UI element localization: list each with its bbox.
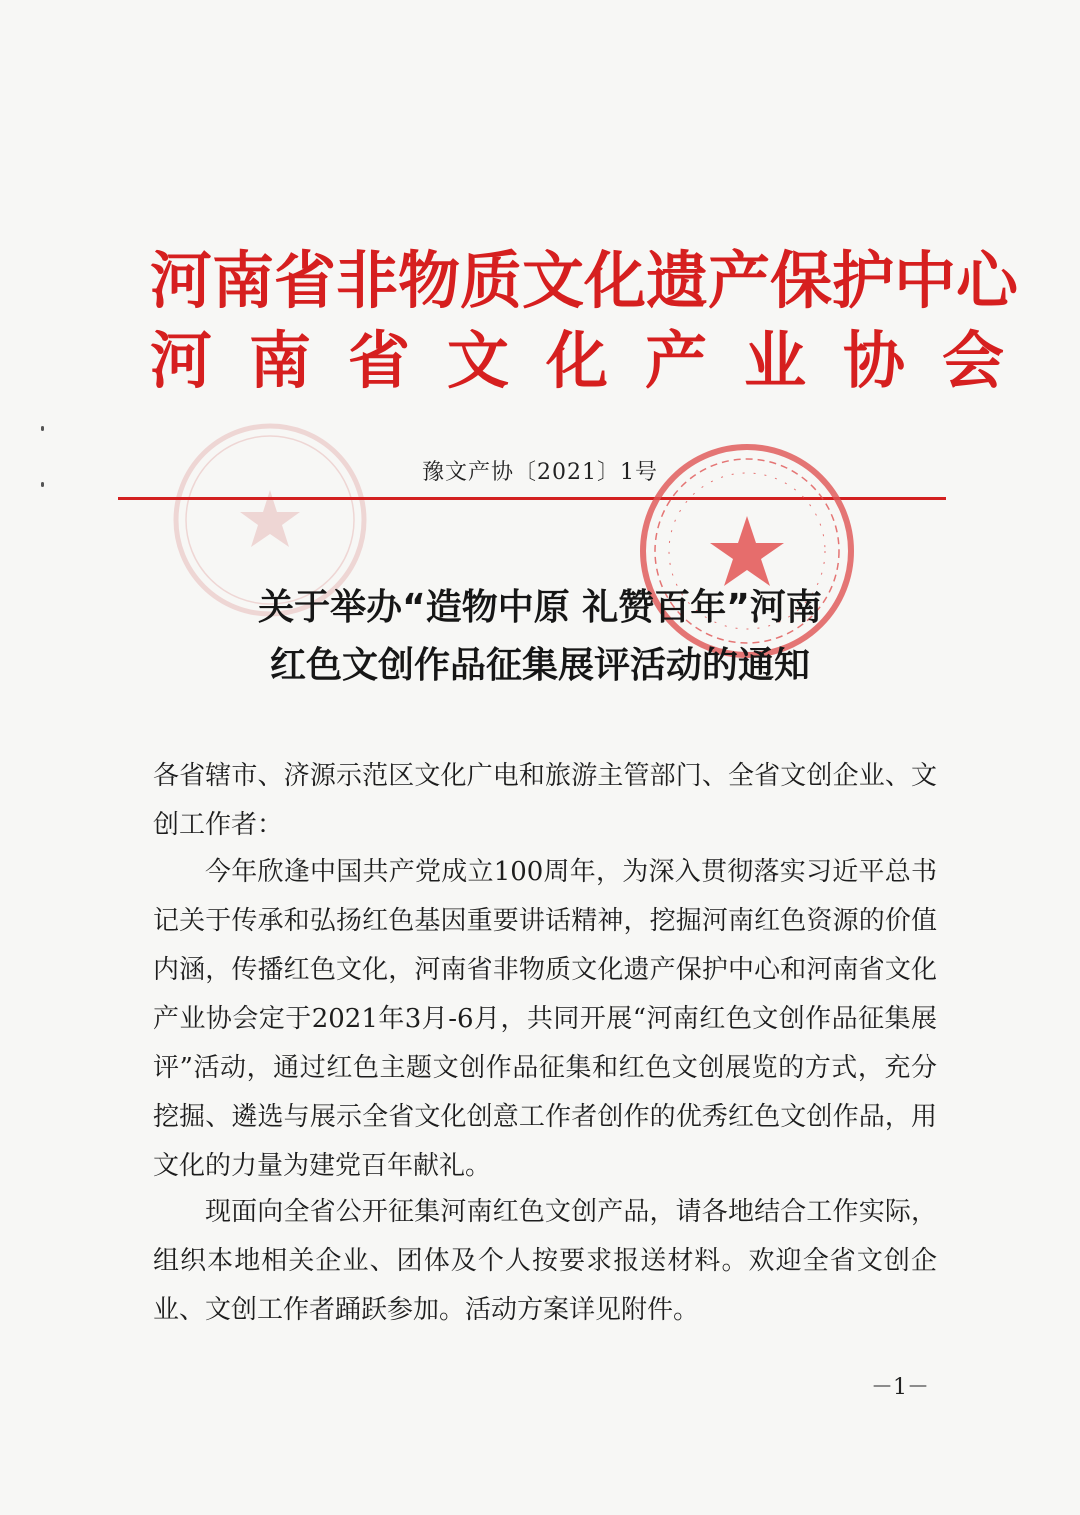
notice-title-line-1: 关于举办“造物中原 礼赞百年”河南 <box>258 587 822 628</box>
page-number: －1－ <box>871 1375 929 1400</box>
body-paragraph-2: 现面向全省公开征集河南红色文创产品，请各地结合工作实际，组织本地相关企业、团体及个人按要求报送材料。欢迎全省文创企业、文创工作者踊跃参加。活动方案详见附件。 <box>153 1197 937 1325</box>
issuer-name-line-1: 河南省非物质文化遗产保护中心 <box>150 244 1019 317</box>
body-paragraph-1: 今年欣逢中国共产党成立100周年，为深入贯彻落实习近平总书记关于传承和弘扬红色基因重要讲话精神，挖掘河南红色资源的价值内涵，传播红色文化，河南省非物质文化遗产保护中心和河南省文化产业协会定于2021年3月-6月，共同开展“河南红色文创作品征集展评”活动，通过红色主题文创作品征集和红色文创展览的方式，充分挖掘、遴选与展示全省文化创意工作者创作的优秀红色文创作品，用文化的力量为建党百年献礼。 <box>153 857 937 1181</box>
notice-title-line-2: 红色文创作品征集展评活动的通知 <box>269 645 810 686</box>
issuer-name-line-2: 河南省文化产业协会 <box>150 324 1042 397</box>
binding-marks <box>38 420 48 500</box>
document-number: 豫文产协〔2021〕1号 <box>422 460 658 485</box>
red-divider-rule <box>118 497 946 500</box>
salutation: 各省辖市、济源示范区文化广电和旅游主管部门、全省文创企业、文创工作者： <box>153 761 937 840</box>
